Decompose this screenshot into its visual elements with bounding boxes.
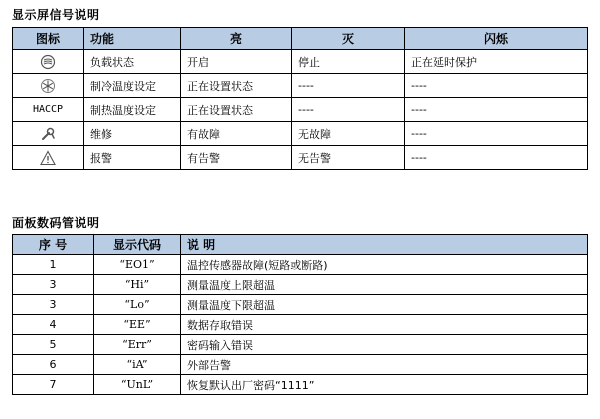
off-cell: 无故障 bbox=[292, 122, 405, 146]
table-row bbox=[13, 315, 588, 335]
code-cell: “UnL” bbox=[94, 375, 181, 395]
code-cell: “Err” bbox=[94, 335, 181, 355]
blink-cell: ---- bbox=[405, 74, 588, 98]
description-cell: 温控传感器故障(短路或断路) bbox=[181, 255, 588, 275]
description-cell: 恢复默认出厂密码“1111” bbox=[181, 375, 588, 395]
function-cell: 报警 bbox=[84, 146, 181, 170]
panel-code-table bbox=[12, 234, 588, 395]
header-icon: 图标 bbox=[13, 28, 84, 50]
table-row bbox=[13, 375, 588, 395]
blink-cell: ---- bbox=[405, 98, 588, 122]
code-cell: “iA” bbox=[94, 355, 181, 375]
on-cell: 有告警 bbox=[181, 146, 292, 170]
code-cell: “EE” bbox=[94, 315, 181, 335]
number-cell: 7 bbox=[13, 375, 94, 395]
blink-cell: ---- bbox=[405, 122, 588, 146]
on-cell: 正在设置状态 bbox=[181, 98, 292, 122]
table-row bbox=[13, 74, 588, 98]
table-row bbox=[13, 335, 588, 355]
table-header-row bbox=[13, 28, 588, 50]
code-cell: “Hi” bbox=[94, 275, 181, 295]
header-off: 灭 bbox=[292, 28, 405, 50]
description-cell: 测量温度下限超温 bbox=[181, 295, 588, 315]
blink-cell: ---- bbox=[405, 146, 588, 170]
off-cell: 无告警 bbox=[292, 146, 405, 170]
off-cell: 停止 bbox=[292, 50, 405, 74]
table-row bbox=[13, 275, 588, 295]
snowflake-icon bbox=[40, 78, 56, 94]
description-cell: 测量温度上限超温 bbox=[181, 275, 588, 295]
on-cell: 正在设置状态 bbox=[181, 74, 292, 98]
number-cell: 6 bbox=[13, 355, 94, 375]
number-cell: 5 bbox=[13, 335, 94, 355]
off-cell: ---- bbox=[292, 74, 405, 98]
compressor-icon bbox=[40, 54, 56, 70]
section-title-display-signals: 显示屏信号说明 bbox=[12, 8, 100, 22]
function-cell: 制热温度设定 bbox=[84, 98, 181, 122]
description-cell: 外部告警 bbox=[181, 355, 588, 375]
table-row bbox=[13, 122, 588, 146]
table-header-row bbox=[13, 235, 588, 255]
header-code: 显示代码 bbox=[94, 235, 181, 255]
header-on: 亮 bbox=[181, 28, 292, 50]
on-cell: 有故障 bbox=[181, 122, 292, 146]
number-cell: 4 bbox=[13, 315, 94, 335]
table-row bbox=[13, 50, 588, 74]
table-row bbox=[13, 146, 588, 170]
header-description: 说 明 bbox=[181, 235, 588, 255]
function-cell: 负载状态 bbox=[84, 50, 181, 74]
header-blink: 闪烁 bbox=[405, 28, 588, 50]
number-cell: 3 bbox=[13, 295, 94, 315]
header-function: 功能 bbox=[84, 28, 181, 50]
blink-cell: 正在延时保护 bbox=[405, 50, 588, 74]
description-cell: 密码输入错误 bbox=[181, 335, 588, 355]
code-cell: “Lo” bbox=[94, 295, 181, 315]
number-cell: 1 bbox=[13, 255, 94, 275]
table-row bbox=[13, 295, 588, 315]
warning-icon bbox=[40, 150, 56, 166]
table-row bbox=[13, 355, 588, 375]
table-row bbox=[13, 255, 588, 275]
haccp-label: HACCP bbox=[13, 98, 84, 122]
description-cell: 数据存取错误 bbox=[181, 315, 588, 335]
function-cell: 维修 bbox=[84, 122, 181, 146]
on-cell: 开启 bbox=[181, 50, 292, 74]
display-signal-table bbox=[12, 27, 588, 170]
code-cell: “EO1” bbox=[94, 255, 181, 275]
section-title-panel-codes: 面板数码管说明 bbox=[12, 216, 100, 230]
function-cell: 制冷温度设定 bbox=[84, 74, 181, 98]
off-cell: ---- bbox=[292, 98, 405, 122]
table-row bbox=[13, 98, 588, 122]
wrench-icon bbox=[40, 126, 56, 142]
number-cell: 3 bbox=[13, 275, 94, 295]
header-number: 序 号 bbox=[13, 235, 94, 255]
